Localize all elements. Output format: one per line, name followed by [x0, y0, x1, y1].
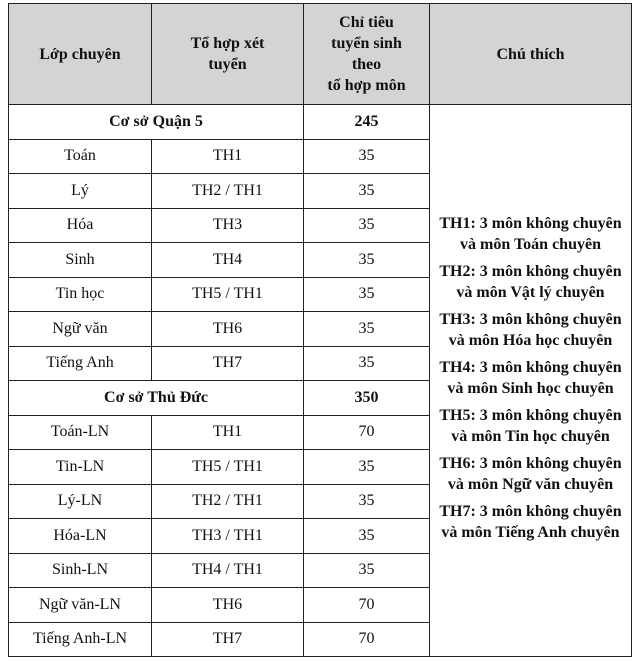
note-item: TH6: 3 môn không chuyên và môn Ngữ văn chuyên — [439, 454, 622, 493]
header-combination-line: tuyển — [208, 56, 247, 73]
header-quota-line: tổ hợp môn — [327, 77, 406, 94]
combination-cell: TH3 — [152, 208, 304, 243]
group-name: Cơ sở Quận 5 — [9, 105, 304, 140]
subject-cell: Sinh — [9, 243, 152, 278]
combination-cell: TH3 / TH1 — [152, 519, 304, 554]
quota-cell: 35 — [304, 484, 430, 519]
combination-cell: TH1 — [152, 415, 304, 450]
subject-cell: Hóa — [9, 208, 152, 243]
notes-cell — [430, 105, 632, 657]
header-combination — [152, 4, 304, 105]
subject-cell: Lý — [9, 174, 152, 209]
combination-cell: TH4 — [152, 243, 304, 278]
quota-cell: 35 — [304, 346, 430, 381]
subject-cell: Toán — [9, 139, 152, 174]
subject-cell: Toán-LN — [9, 415, 152, 450]
header-quota — [304, 4, 430, 105]
combination-cell: TH6 — [152, 312, 304, 347]
header-combination-line: Tổ hợp xét — [190, 35, 265, 52]
quota-cell: 35 — [304, 243, 430, 278]
group-name: Cơ sở Thủ Đức — [9, 381, 304, 416]
admission-quota-table — [8, 3, 632, 657]
combination-cell: TH2 / TH1 — [152, 174, 304, 209]
group-total: 245 — [304, 105, 430, 140]
header-quota-line: theo — [351, 56, 382, 73]
subject-cell: Ngữ văn — [9, 312, 152, 347]
group-row — [9, 105, 632, 140]
subject-cell: Tin-LN — [9, 450, 152, 485]
note-item: TH4: 3 môn không chuyên và môn Sinh học chuyên — [439, 358, 622, 397]
header-notes: Chú thích — [430, 4, 632, 105]
combination-cell: TH1 — [152, 139, 304, 174]
header-quota-line: Chỉ tiêu — [339, 14, 394, 31]
note-item: TH5: 3 môn không chuyên và môn Tin học chuyên — [439, 406, 622, 445]
quota-cell: 70 — [304, 415, 430, 450]
combination-cell: TH4 / TH1 — [152, 553, 304, 588]
combination-cell: TH6 — [152, 588, 304, 623]
note-item: TH2: 3 môn không chuyên và môn Vật lý chuyên — [439, 262, 622, 301]
header-row — [9, 4, 632, 105]
quota-cell: 35 — [304, 450, 430, 485]
quota-cell: 35 — [304, 174, 430, 209]
header-quota-line: tuyển sinh — [331, 35, 402, 52]
group-total: 350 — [304, 381, 430, 416]
quota-cell: 70 — [304, 588, 430, 623]
subject-cell: Ngữ văn-LN — [9, 588, 152, 623]
quota-cell: 35 — [304, 208, 430, 243]
note-item: TH3: 3 môn không chuyên và môn Hóa học chuyên — [439, 310, 622, 349]
quota-cell: 35 — [304, 277, 430, 312]
quota-cell: 35 — [304, 553, 430, 588]
quota-cell: 35 — [304, 139, 430, 174]
subject-cell: Tiếng Anh — [9, 346, 152, 381]
quota-cell: 70 — [304, 622, 430, 657]
combination-cell: TH7 — [152, 346, 304, 381]
header-specialized-class: Lớp chuyên — [9, 4, 152, 105]
subject-cell: Tiếng Anh-LN — [9, 622, 152, 657]
combination-cell: TH5 / TH1 — [152, 277, 304, 312]
subject-cell: Tin học — [9, 277, 152, 312]
quota-cell: 35 — [304, 519, 430, 554]
subject-cell: Lý-LN — [9, 484, 152, 519]
note-item: TH7: 3 môn không chuyên và môn Tiếng Anh chuyên — [439, 502, 622, 541]
subject-cell: Hóa-LN — [9, 519, 152, 554]
note-item: TH1: 3 môn không chuyên và môn Toán chuyên — [439, 214, 622, 253]
combination-cell: TH5 / TH1 — [152, 450, 304, 485]
quota-cell: 35 — [304, 312, 430, 347]
combination-cell: TH7 — [152, 622, 304, 657]
combination-cell: TH2 / TH1 — [152, 484, 304, 519]
subject-cell: Sinh-LN — [9, 553, 152, 588]
